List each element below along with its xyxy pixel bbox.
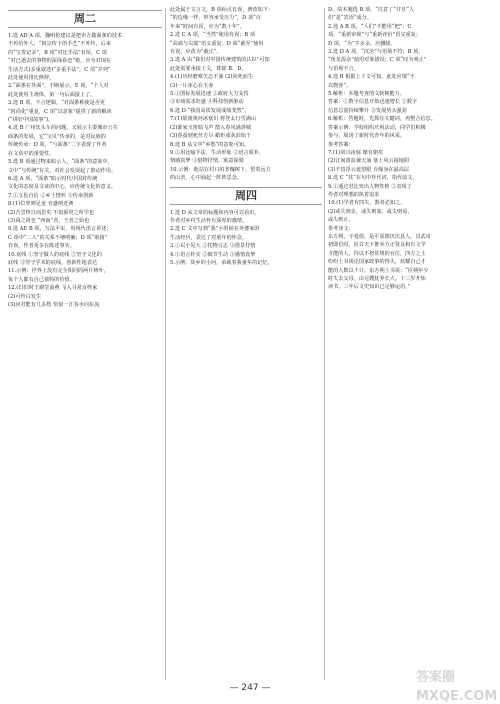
text-line: 答案示例：学校组织庆祝活动，同学们积极 [328,124,426,131]
text-line: 6.选 D “我国高铁发展成绩斐然”， [170,107,250,114]
column-divider [324,8,325,680]
text-line: 3.选 A 由“我们对中国传统建筑的认识”可知 [170,57,270,64]
text-line: 4.①语言朴实 ②细节生动 ③感情真挚 [170,251,256,258]
text-line: 才能的人，待以不按常规的官位，四方之士 [328,250,426,257]
text-line: 年来”时间有误，应为“数十年”。 [170,23,245,30]
text-line: 文化的态度及文章的中心，应传统文化的意义。 [8,184,117,191]
text-line: 10.示例：他站在村口的老槐树下，望着远方 [170,166,271,173]
text-line: D 项，“为”字多余，应删除。 [328,40,396,47]
text-line: (3)不畏浮云遮望眼 自缘身在最高层 [328,166,410,173]
text-line: 7.(1)欲渡黄河冰塞川 将登太行雪满山 [170,116,257,123]
text-line: 与语境不合。 [328,65,359,72]
watermark-logo [416,666,498,704]
text-line: 2.选 A B 项，“人们”不能用“把”；C [328,23,412,30]
text-line: 9.①通过对比突出人物性格 ②表现了 [328,183,412,190]
text-line: 4.选 B 广州饮头车的问题，又展示主要城市公共 [8,125,118,132]
text-line: (2)吾尝终日而思矣 不如须臾之所学也 [8,209,95,216]
text-line: 生活经历，表达了对童年的怀念。 [170,234,248,241]
text-line: (3)春蚕到死丝方尽 蜡炬成灰泪始干 [170,133,252,140]
section-heading-week4: 周四 [170,187,322,205]
text-line: 9.选 AE B 项，写法平实，用现代语言讲述； [8,226,112,233]
column-1-body [8,32,162,309]
text-line: “鱼龙混杂”使用对象错误；C 项“叹为观止” [328,57,427,64]
text-line: 10.(1)学者有四失，教者必知之。 [328,200,406,207]
text-line: 8.选 B 从文中“乡愁”的意象可知。 [170,141,250,148]
text-line: 信息总量持续攀升 ③发展势头强劲 [328,107,407,114]
text-line: 以物喜”。 [328,82,352,89]
text-line: 7.(1)夙兴夜寐 靡有朝矣 [328,149,384,156]
text-line: 文中“与传统”有关，对社会发展起了推动作用。 [8,167,117,174]
text-line: 5.示例：故乡的小河，承载着我童年的记忆。 [170,259,273,266]
text-line: (3)舜之祖也 “西南”者，王者之始也 [8,217,90,224]
text-line: 纷纷上书谈论国家政事的得失，炫耀自己才 [328,259,426,266]
text-line: 在文章中的重要性。 [8,150,55,157]
text-line: “的边缘一样，形容承受压力”，D 项“百 [170,15,261,22]
text-line: 的“宝贵记录”，B 项“对比手法”有误，C 项 [8,49,107,56]
text-line: 此处属于文言文，B 项标点有误，修改如下： [170,7,274,13]
text-line: 11.示例：世界上没有完全相同的两片树叶， [8,268,109,275]
text-line: (2)可怜白发生 [8,293,42,300]
text-line: 有误，作者更多在陈述事实。 [8,243,75,250]
section-heading-week2: 周二 [8,10,162,28]
text-line: 3.选 D A 项，“沉沦”与语境不符；B 项， [328,49,424,56]
column-1 [8,6,162,684]
text-line: 1.选 AD A 项，魏明伦建议是把卖方做面条的技术 [8,33,123,39]
text-line: 能的人数以千计。东方朔上书说：“臣朔年少 [328,267,429,274]
text-line: 3.①以小见大 ②托物言志 ③借景抒情 [170,243,256,250]
text-line: 5.①图标发展迅速 ②政府大力支持 [170,91,249,98]
text-line: 时失去父母，由兄嫂抚养长大。十三岁开始 [328,276,426,282]
text-line: 2.选 C A 项，“当然”使用有误；B 项 [170,32,255,39]
text-line: 东方朔，字曼倩，是平原郡厌次县人。汉武帝 [328,233,431,240]
text-line: (3)一片冰心在玉壶 [170,82,214,89]
text-line: 3.选 B 项，不合逻辑，“对面条称使是否更 [8,100,106,107]
text-line: 12.(1)旧时王谢堂前燕 飞入寻常百姓家 [8,285,98,292]
column-2-body-a [170,6,322,183]
text-line: 传统传承：D 项，“与面条”二字表现了作者 [8,142,107,149]
text-line: 们”是“宾语”成分。 [328,15,372,22]
text-line: (3)问君能有几多愁 恰似一江春水向东流 [8,302,100,308]
text-line: “对已逝去的事物的深深眷恋”错，应为对现在 [8,58,112,65]
text-line: 2.“面条在外面”，不断展示，E 项，“个人对 [8,83,109,90]
text-line: 10.底线 ①坚守做人的底线 ②坚守文化的 [8,251,102,258]
text-line: (2)江间波浪兼天涌 塞上风云接地阴 [328,158,410,165]
text-line: 5.解析：本题考查图文转换能力。 [328,91,405,98]
text-line: 答案：①数字信息开始迅速增长 ②数字 [328,99,418,106]
watermark-text: 答案圈 [416,670,456,685]
text-line: 8.(1)位卑则足羞 官盛则近谀 [8,201,74,208]
text-line: 每个人都有自己独特的价值。 [8,276,75,283]
text-line: (2)或失则多，或失则寡，或失则易， [328,208,413,215]
text-line: 6.解析：答题时，先抓住关键词，再整合信息。 [328,116,436,123]
text-line: 1.选 D 从文章的标题和内容可以看出， [170,209,260,216]
text-line: 作者对乡村生活怀有深厚的感情。 [170,217,248,224]
text-line: 作者对理想的执着追求 [328,191,380,198]
text-line: 此处使用主观体，第一句后面接上了。 [8,91,96,98]
column-3 [328,6,492,684]
text-line: 有误，应改为“截止”。 [170,49,222,56]
text-line: “时尚化”重复，C 项“以意象”提供了新的解读 [8,108,112,115]
text-line: D，故本题选 B 项，“注意了”并且“人 [328,7,415,13]
text-line: 或失则止。 [328,217,354,224]
text-line: 5.选 B 项通过物来暗示人，“面条”的意象中， [8,159,113,166]
text-line: 此处使用排比修辞。 [8,75,55,82]
text-line: C 项中“二人”的关系不够明确；D 项“颂扬” [8,234,108,241]
text-line: (“讲好中国故事”)。 [8,117,54,124]
text-line: (2)谁家玉笛暗飞声 散入春风满洛城 [170,124,252,131]
text-line: 底线 ③坚守学术的底线，创新性地表达 [8,259,98,266]
text-line: 情感真挚 ③借物抒情，寓意深刻 [170,158,244,165]
text-line: 参考答案： [328,141,354,148]
text-line: 初即位时，征召天下推举方正贤良和有文学 [328,242,426,249]
text-line: 生活方式(多重叙述)“多重手法”，C 项“并列” [8,66,111,73]
column-3-body [328,6,492,292]
page-number: — 247 — [229,683,271,693]
text-line: 参与，展现了新时代青年的风采。 [328,133,406,140]
text-line: “高端与尖端”语义重复；D 项“截至”使用 [170,40,264,47]
text-line: 读书，三年后文史知识已足够运用。” [328,284,411,291]
column-divider [165,8,166,680]
text-line: 6.选 A 项，“面条”暗示时代中国对传统 [8,175,98,182]
text-line: 参考译文： [328,225,354,232]
text-line: ③市场需求旺盛 ④科技创新驱动 [170,99,244,106]
text-line: 此处需要承接上文，排除 B、D。 [170,65,247,72]
text-line: 面条的发展，它“宝贝”传承的，是对民族的 [8,133,106,140]
text-line: 9.①用比喻手法，生动形象 ②语言质朴， [170,149,265,156]
text-line: 的山峦，心中涌起一阵阵思念。 [170,175,243,182]
text-line: 2.选 C 文中写到“我”小时候在外婆家的 [170,226,260,233]
watermark-sub: MXQE.COM [416,689,498,704]
text-line: 项，“重新审视”与“重新评价”语义重复； [328,32,421,39]
text-line: 4.选 B 根据上下文可知，此处应填“不 [328,74,415,81]
text-line: 8.选 C “其”在句中作代词，指代前文。 [328,175,418,182]
column-2-body-b [170,209,322,268]
column-2 [170,6,322,684]
text-line: 不传给外人，“祖宗传下的手艺”不外传，后来 [8,41,112,48]
text-line: 4.(1)历经磨难矢志不渝 (2)向死而生 [170,74,254,81]
text-line: 7.①文化自信 ②乡土情怀 ③传承创新 [8,192,94,199]
